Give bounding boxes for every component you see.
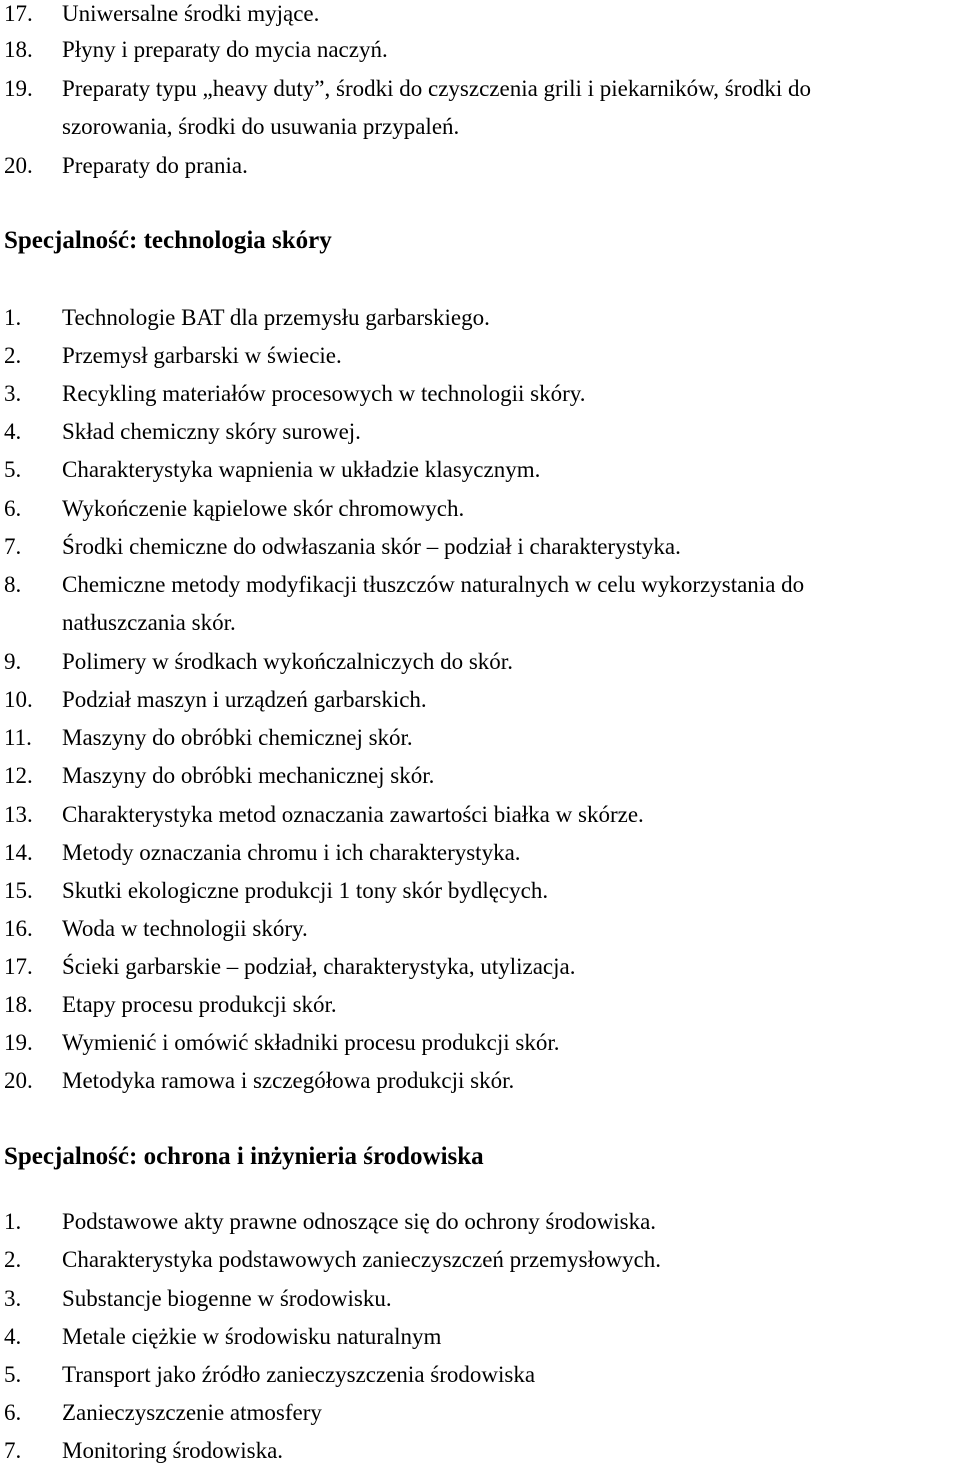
item-text: Zanieczyszczenie atmosfery — [62, 1400, 322, 1425]
item-text: Substancje biogenne w środowisku. — [62, 1286, 392, 1311]
item-text-line-1: Chemiczne metody modyfikacji tłuszczów naturalnych w celu wykorzystania do — [62, 572, 805, 597]
item-number: 14. — [4, 840, 33, 865]
item-number: 1. — [4, 305, 22, 330]
item-text: Metodyka ramowa i szczegółowa produkcji skór. — [62, 1068, 515, 1093]
item-number: 9. — [4, 649, 22, 674]
item-text: Środki chemiczne do odwłaszania skór – podział i charakterystyka. — [62, 534, 681, 559]
item-number: 2. — [4, 343, 22, 368]
item-text — [62, 566, 804, 642]
item-text: Wykończenie kąpielowe skór chromowych. — [62, 496, 465, 521]
item-number: 20. — [4, 153, 33, 178]
item-number: 11. — [4, 725, 32, 750]
item-text: Uniwersalne środki myjące. — [62, 1, 320, 26]
item-text: Woda w technologii skóry. — [62, 916, 308, 941]
item-number: 17. — [4, 954, 33, 979]
item-text-line-1: Preparaty typu „heavy duty”, środki do czyszczenia grili i piekarników, środki do — [62, 76, 811, 101]
item-text: Ścieki garbarskie – podział, charakterystyka, utylizacja. — [62, 954, 576, 979]
item-number: 6. — [4, 1400, 22, 1425]
item-text: Technologie BAT dla przemysłu garbarskiego. — [62, 305, 490, 330]
item-text-line-2: szorowania, środki do usuwania przypaleń. — [62, 114, 460, 139]
item-number: 8. — [4, 572, 22, 597]
item-number: 5. — [4, 1362, 22, 1387]
item-text: Transport jako źródło zanieczyszczenia środowiska — [62, 1362, 536, 1387]
item-text: Płyny i preparaty do mycia naczyń. — [62, 37, 388, 62]
section-heading-srodowisko: Specjalność: ochrona i inżynieria środowiska — [4, 1143, 484, 1170]
item-number: 18. — [4, 37, 33, 62]
item-number: 19. — [4, 76, 33, 101]
item-text: Podstawowe akty prawne odnoszące się do ochrony środowiska. — [62, 1209, 657, 1234]
item-number: 3. — [4, 1286, 22, 1311]
item-text: Charakterystyka podstawowych zanieczyszczeń przemysłowych. — [62, 1247, 662, 1272]
item-number: 15. — [4, 878, 33, 903]
item-number: 7. — [4, 1438, 22, 1463]
item-text: Metale ciężkie w środowisku naturalnym — [62, 1324, 442, 1349]
item-number: 18. — [4, 992, 33, 1017]
item-text: Etapy procesu produkcji skór. — [62, 992, 337, 1017]
item-text: Charakterystyka wapnienia w układzie klasycznym. — [62, 457, 541, 482]
item-number: 20. — [4, 1068, 33, 1093]
item-number: 12. — [4, 763, 33, 788]
item-number: 10. — [4, 687, 33, 712]
item-text — [62, 70, 811, 146]
item-number: 7. — [4, 534, 22, 559]
item-text: Preparaty do prania. — [62, 153, 248, 178]
item-text: Recykling materiałów procesowych w technologii skóry. — [62, 381, 586, 406]
item-text: Przemysł garbarski w świecie. — [62, 343, 342, 368]
item-text: Maszyny do obróbki chemicznej skór. — [62, 725, 413, 750]
section-heading-skora: Specjalność: technologia skóry — [4, 227, 332, 254]
item-text-line-2: natłuszczania skór. — [62, 610, 236, 635]
item-text: Polimery w środkach wykończalniczych do skór. — [62, 649, 513, 674]
item-text: Metody oznaczania chromu i ich charakterystyka. — [62, 840, 521, 865]
item-text: Monitoring środowiska. — [62, 1438, 284, 1463]
item-number: 19. — [4, 1030, 33, 1055]
item-text: Skutki ekologiczne produkcji 1 tony skór bydlęcych. — [62, 878, 549, 903]
item-number: 5. — [4, 457, 22, 482]
item-text: Podział maszyn i urządzeń garbarskich. — [62, 687, 427, 712]
item-number: 16. — [4, 916, 33, 941]
item-text: Maszyny do obróbki mechanicznej skór. — [62, 763, 435, 788]
item-number: 13. — [4, 802, 33, 827]
item-number: 3. — [4, 381, 22, 406]
item-number: 2. — [4, 1247, 22, 1272]
item-number: 6. — [4, 496, 22, 521]
item-text: Wymienić i omówić składniki procesu produkcji skór. — [62, 1030, 560, 1055]
item-text: Skład chemiczny skóry surowej. — [62, 419, 361, 444]
item-number: 1. — [4, 1209, 22, 1234]
item-number: 4. — [4, 1324, 22, 1349]
item-text: Charakterystyka metod oznaczania zawartości białka w skórze. — [62, 802, 644, 827]
item-number: 17. — [4, 1, 33, 26]
item-number: 4. — [4, 419, 22, 444]
